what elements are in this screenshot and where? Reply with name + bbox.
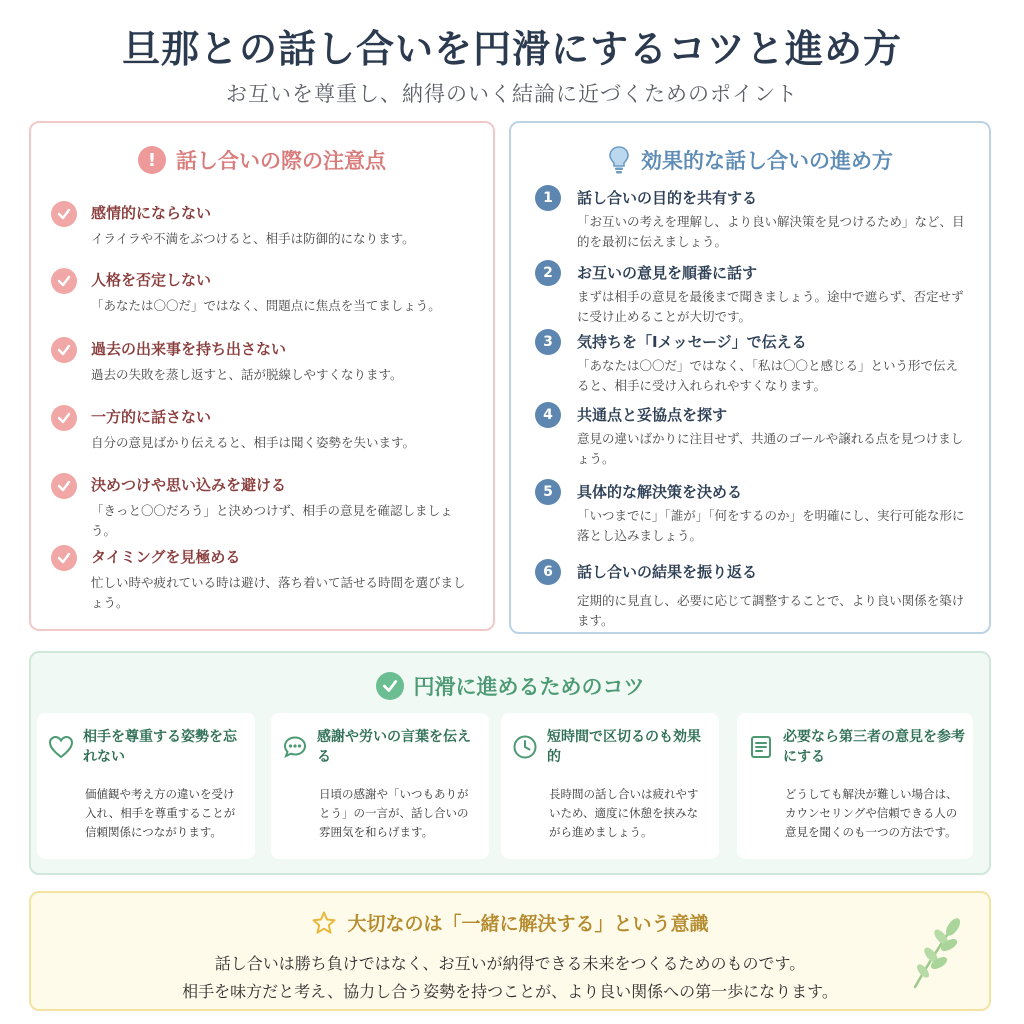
caution-title: 一方的に話さない	[91, 408, 212, 426]
check-icon	[51, 545, 77, 571]
tip-desc: 日頃の感謝や「いつもありがとう」の一言が、話し合いの雰囲気を和らげます。	[319, 787, 469, 839]
tip-desc: どうしても解決が難しい場合は、カウンセリングや信頼できる人の意見を聞くのも一つの方法です。	[785, 787, 958, 839]
tip-desc: 長時間の話し合いは疲れやすいため、適度に休憩を挟みながら進めましょう。	[549, 787, 699, 839]
step-title: 話し合いの結果を振り返る	[577, 563, 758, 581]
summary-section	[29, 891, 991, 1011]
step-desc: 「お互いの考えを理解し、より良い解決策を見つけるため」など、目的を最初に伝えましょう。	[577, 214, 965, 249]
caution-title: 過去の出来事を持ち出さない	[91, 340, 287, 358]
check-icon	[51, 473, 77, 499]
tip-card	[37, 713, 255, 859]
lightbulb-icon	[607, 145, 631, 175]
step-number: 6	[535, 559, 561, 585]
clock-icon	[511, 733, 539, 761]
step-title: 話し合いの目的を共有する	[577, 189, 758, 207]
caution-desc: 「あなたは〇〇だ」ではなく、問題点に焦点を当てましょう。	[91, 298, 441, 313]
summary-line-1: 話し合いは勝ち負けではなく、お互いが納得できる未来をつくるためのものです。	[214, 954, 806, 973]
step-number: 3	[535, 329, 561, 355]
caution-desc: 過去の失敗を蒸し返すと、話が脱線しやすくなります。	[91, 367, 403, 382]
step-title: 具体的な解決策を決める	[577, 483, 743, 501]
steps-card	[509, 121, 991, 634]
page-subtitle: お互いを尊重し、納得のいく結論に近づくためのポイント	[226, 82, 798, 106]
tip-card	[501, 713, 719, 859]
check-icon	[51, 268, 77, 294]
caution-title: 決めつけや思い込みを避ける	[91, 476, 287, 494]
tip-title: 短時間で区切るのも効果的	[547, 729, 701, 765]
step-desc: 「いつまでに」「誰が」「何をするのか」を明確にし、実行可能な形に落とし込みましょう。	[577, 508, 965, 543]
caution-desc: 忙しい時や疲れている時は避け、落ち着いて話せる時間を選びましょう。	[91, 575, 466, 610]
check-icon	[51, 337, 77, 363]
caution-desc: 「きっと〇〇だろう」と決めつけず、相手の意見を確認しましょう。	[91, 503, 453, 538]
step-desc: 定期的に見直し、必要に応じて調整することで、より良い関係を築けます。	[577, 593, 965, 628]
page-title: 旦那との話し合いを円滑にするコツと進め方	[121, 27, 902, 71]
tips-section	[29, 651, 991, 875]
check-circle-icon	[376, 672, 404, 700]
leaf-icon	[907, 911, 967, 991]
tip-card	[737, 713, 973, 859]
summary-heading: 大切なのは「一緒に解決する」という意識	[347, 913, 709, 935]
step-desc: 「あなたは〇〇だ」ではなく、「私は〇〇と感じる」という形で伝えると、相手に受け入れられやすくなります。	[577, 358, 959, 393]
exclamation-icon: !	[138, 146, 166, 174]
heart-icon	[47, 733, 75, 761]
star-icon	[311, 910, 337, 936]
step-title: お互いの意見を順番に話す	[577, 264, 758, 282]
caution-title: 人格を否定しない	[91, 271, 212, 289]
tips-heading: 円滑に進めるためのコツ	[413, 675, 645, 699]
steps-heading: 効果的な話し合いの進め方	[641, 149, 893, 173]
summary-line-2: 相手を味方だと考え、協力し合う姿勢を持つことが、より良い関係への第一歩になります。	[182, 982, 838, 1001]
step-desc: まずは相手の意見を最後まで聞きましょう。途中で遮らず、否定せずに受け止めることが大切です。	[577, 289, 964, 324]
tip-title: 相手を尊重する姿勢を忘れない	[83, 729, 237, 765]
step-number: 2	[535, 260, 561, 286]
tips-header	[31, 671, 989, 701]
cautions-header	[31, 145, 493, 175]
document-icon	[747, 733, 775, 761]
cautions-heading: 話し合いの際の注意点	[176, 149, 386, 173]
chat-bubble-icon	[281, 733, 309, 761]
step-title: 気持ちを「Iメッセージ」で伝える	[577, 333, 807, 351]
caution-desc: 自分の意見ばかり伝えると、相手は聞く姿勢を失います。	[91, 435, 416, 450]
step-number: 1	[535, 185, 561, 211]
summary-header	[31, 909, 989, 936]
check-icon	[51, 201, 77, 227]
step-desc: 意見の違いばかりに注目せず、共通のゴールや譲れる点を見つけましょう。	[577, 431, 964, 466]
steps-header	[511, 145, 989, 175]
step-number: 5	[535, 479, 561, 505]
caution-title: 感情的にならない	[91, 204, 212, 222]
tip-title: 感謝や労いの言葉を伝える	[317, 729, 471, 765]
caution-title: タイミングを見極める	[91, 548, 241, 566]
tip-card	[271, 713, 489, 859]
caution-desc: イライラや不満をぶつけると、相手は防御的になります。	[91, 231, 415, 246]
tip-title: 必要なら第三者の意見を参考にする	[783, 729, 965, 765]
step-number: 4	[535, 402, 561, 428]
tip-desc: 価値観や考え方の違いを受け入れ、相手を尊重することが信頼関係につながります。	[85, 787, 236, 839]
check-icon	[51, 405, 77, 431]
cautions-card	[29, 121, 495, 631]
step-title: 共通点と妥協点を探す	[577, 406, 728, 424]
